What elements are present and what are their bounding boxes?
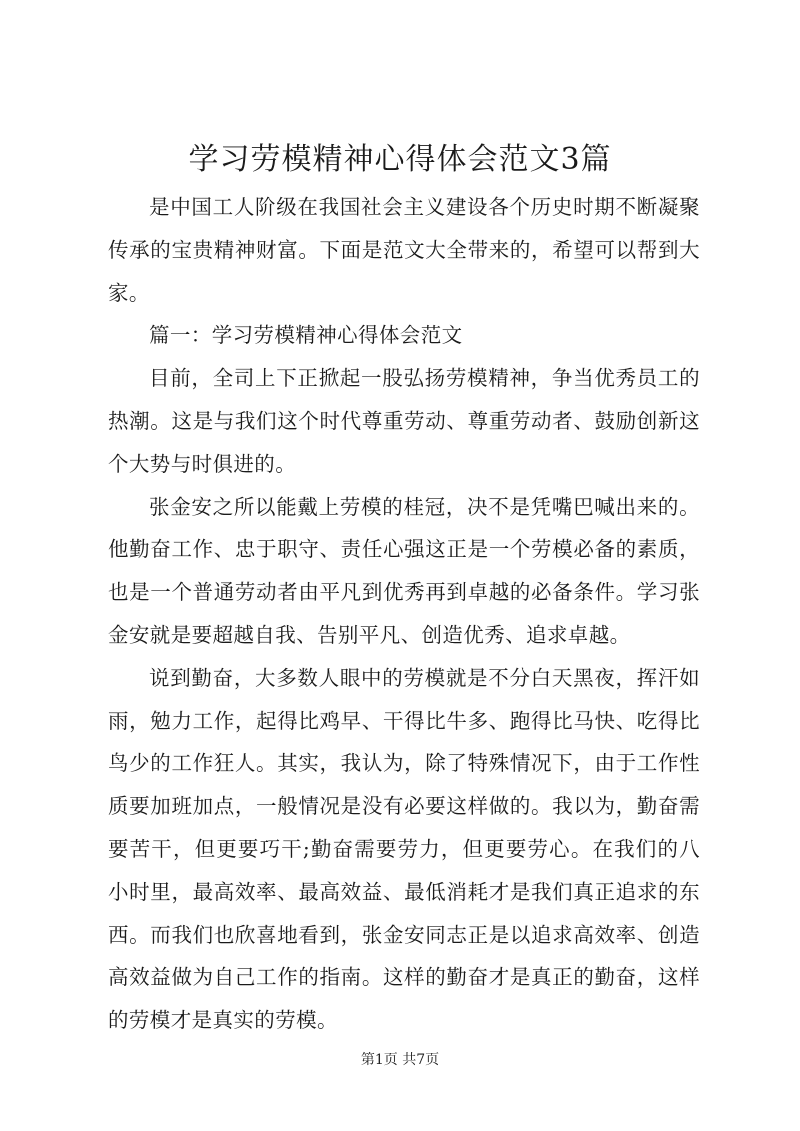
paragraph-3: 说到勤奋，大多数人眼中的劳模就是不分白天黑夜，挥汗如雨，勉力工作，起得比鸡早、干得比牛多、跑得比马快、吃得比鸟少的工作狂人。其实，我认为，除了特殊情况下，由于工作性质要加班加点，一般情况是没有必要这样做的。我以为，勤奋需要苦干，但更要巧干;勤奋需要劳力，但更要劳心。在我们的八小时里，最高效率、最高效益、最低消耗才是我们真正追求的东西。而我们也欣喜地看到，张金安同志正是以追求高效率、创造高效益做为自己工作的指南。这样的勤奋才是真正的勤奋，这样的劳模才是真实的劳模。 bbox=[108, 665, 700, 1033]
paragraph-intro: 是中国工人阶级在我国社会主义建设各个历史时期不断凝聚传承的宝贵精神财富。下面是范文大全带来的，希望可以帮到大家。 bbox=[108, 195, 700, 305]
document-body bbox=[108, 186, 700, 1042]
page-footer bbox=[0, 1050, 800, 1070]
page-total: 共7页 bbox=[402, 1052, 440, 1068]
page-number: 第1页 bbox=[360, 1052, 398, 1068]
paragraph-1: 目前，全司上下正掀起一股弘扬劳模精神，争当优秀员工的热潮。这是与我们这个时代尊重劳动、尊重劳动者、鼓励创新这个大势与时俱进的。 bbox=[108, 366, 700, 476]
section-heading: 篇一：学习劳模精神心得体会范文 bbox=[149, 323, 463, 348]
paragraph-2: 张金安之所以能戴上劳模的桂冠，决不是凭嘴巴喊出来的。他勤奋工作、忠于职守、责任心强这正是一个劳模必备的素质，也是一个普通劳动者由平凡到优秀再到卓越的必备条件。学习张金安就是要超越自我、告别平凡、创造优秀、追求卓越。 bbox=[108, 494, 700, 647]
document-title: 学习劳模精神心得体会范文3篇 bbox=[188, 142, 612, 177]
